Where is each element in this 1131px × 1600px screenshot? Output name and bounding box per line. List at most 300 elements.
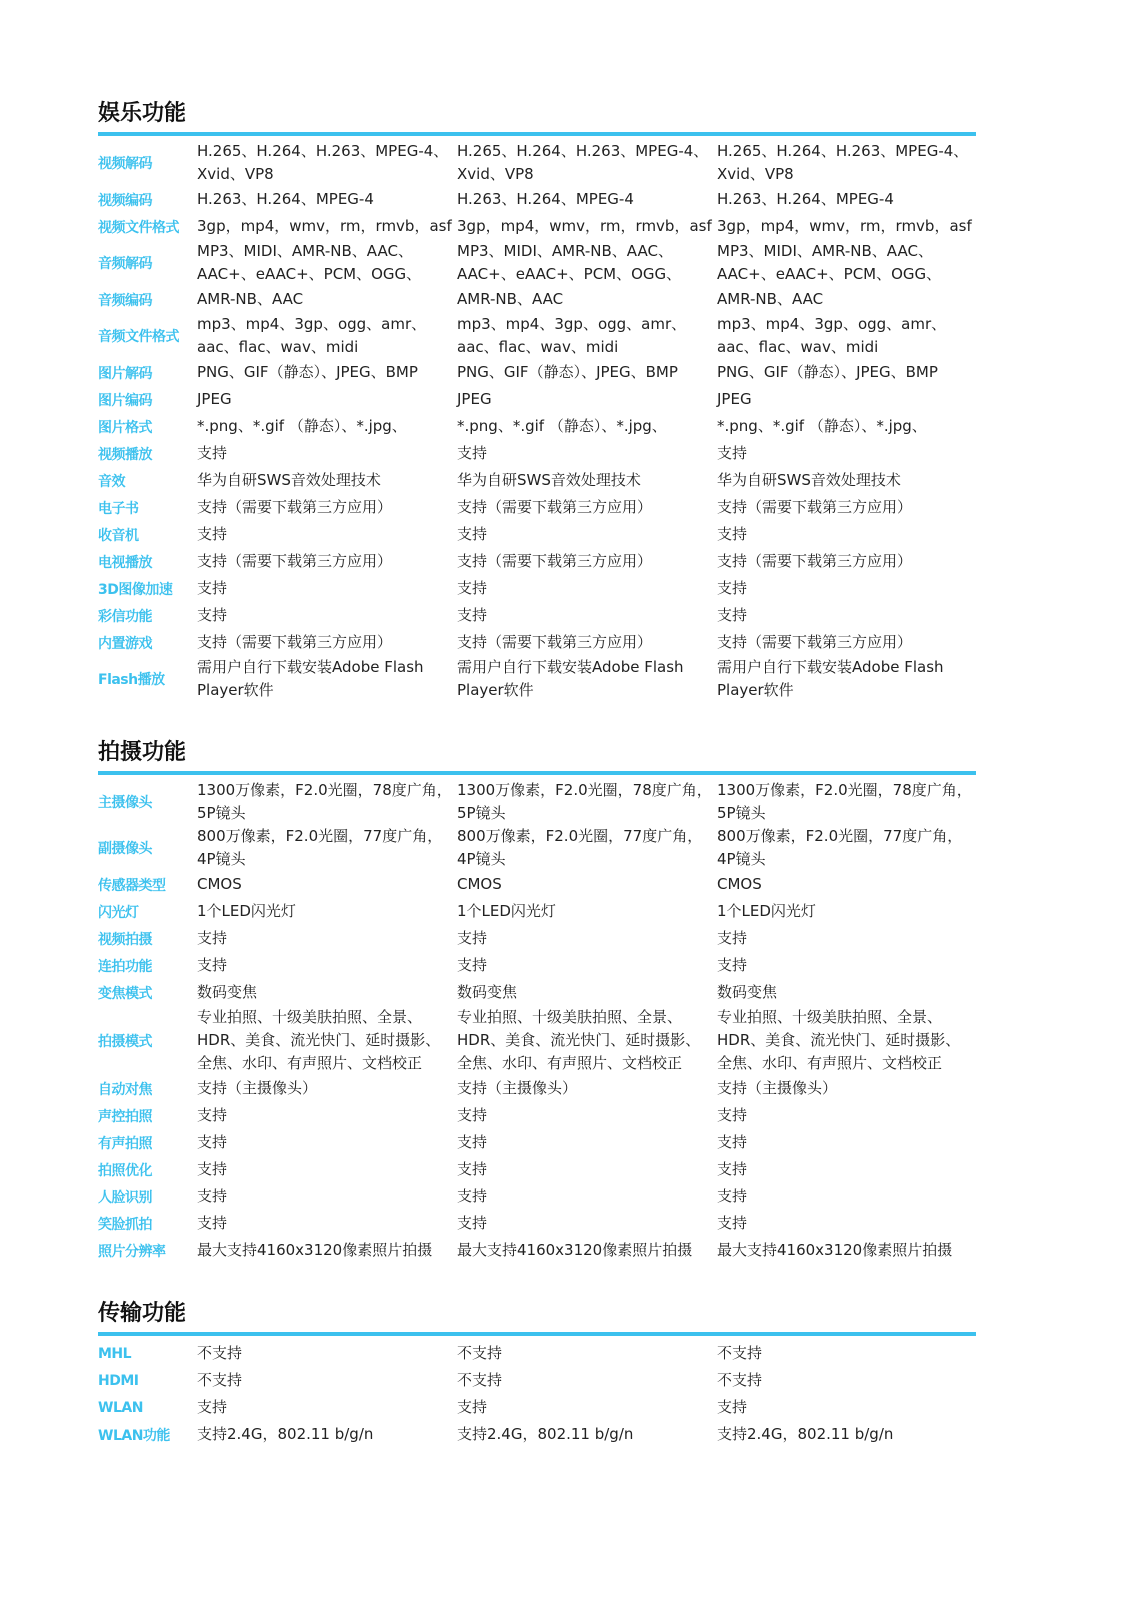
- spec-label: 图片解码: [98, 365, 152, 382]
- spec-value-model-2: [457, 415, 717, 438]
- spec-label: 音频解码: [98, 256, 152, 272]
- spec-value-model-3: [717, 1185, 972, 1208]
- spec-value-model-2: [457, 188, 717, 211]
- spec-label: 照片分辨率: [98, 1243, 166, 1260]
- spec-rows: [98, 779, 976, 1264]
- spec-value-line: 支持: [197, 444, 228, 462]
- spec-value-model-3: [717, 496, 972, 519]
- spec-value-line: 不支持: [717, 1371, 763, 1389]
- spec-row: [98, 1394, 976, 1421]
- spec-value-line: 支持: [717, 525, 748, 543]
- spec-value-model-3: [717, 215, 972, 238]
- spec-value-model-1: [197, 415, 457, 438]
- spec-row: [98, 548, 976, 575]
- spec-value-model-3: [717, 1104, 972, 1127]
- spec-value-model-2: [457, 1342, 717, 1365]
- section-entertainment: [98, 100, 976, 702]
- spec-row: [98, 1210, 976, 1237]
- spec-value-model-3: [717, 240, 972, 286]
- spec-value-line: Player软件: [457, 681, 534, 699]
- spec-value-line: 全焦、水印、有声照片、文档校正: [457, 1054, 683, 1072]
- spec-value-line: 4P镜头: [457, 850, 506, 868]
- spec-row: [98, 494, 976, 521]
- spec-label: WLAN功能: [98, 1427, 170, 1444]
- spec-value-model-2: [457, 631, 717, 654]
- spec-value-line: mp3、mp4、3gp、ogg、amr、: [717, 315, 947, 333]
- spec-value-line: 支持: [457, 1133, 488, 1151]
- spec-value-model-1: [197, 656, 457, 702]
- spec-value-model-1: [197, 1239, 457, 1262]
- spec-value-model-3: [717, 1342, 972, 1365]
- spec-value-model-1: [197, 442, 457, 465]
- spec-value-model-1: [197, 927, 457, 950]
- spec-value-line: 支持: [717, 606, 748, 624]
- spec-value-line: 全焦、水印、有声照片、文档校正: [197, 1054, 423, 1072]
- spec-value-model-2: [457, 825, 717, 871]
- spec-value-model-2: [457, 1006, 717, 1075]
- spec-value-line: 800万像素，F2.0光圈，77度广角，: [717, 827, 963, 845]
- spec-value-model-1: [197, 1369, 457, 1392]
- spec-value-line: 支持2.4G，802.11 b/g/n: [457, 1425, 634, 1443]
- spec-value-line: 支持: [457, 1187, 488, 1205]
- spec-value-model-1: [197, 779, 457, 825]
- spec-label: 主摄像头: [98, 795, 152, 811]
- spec-value-line: 5P镜头: [457, 804, 506, 822]
- spec-value-model-3: [717, 442, 972, 465]
- spec-value-line: 支持: [457, 444, 488, 462]
- spec-value-line: *.png、*.gif （静态）、*.jpg、: [197, 417, 407, 435]
- section-camera: [98, 739, 976, 1264]
- spec-value-model-3: [717, 313, 972, 359]
- spec-value-line: Player软件: [197, 681, 274, 699]
- spec-label: 拍摄模式: [98, 1033, 152, 1050]
- spec-value-model-1: [197, 1077, 457, 1100]
- spec-label: 拍照优化: [98, 1162, 152, 1179]
- spec-label: 视频解码: [98, 156, 152, 172]
- spec-value-model-1: [197, 1104, 457, 1127]
- spec-value-line: 支持: [457, 1398, 488, 1416]
- spec-value-line: MP3、MIDI、AMR-NB、AAC、: [457, 242, 673, 260]
- spec-value-line: 4P镜头: [717, 850, 766, 868]
- spec-label: 图片编码: [98, 392, 152, 409]
- spec-row: [98, 871, 976, 898]
- spec-value-line: 支持: [197, 606, 228, 624]
- spec-label: 视频编码: [98, 192, 152, 209]
- spec-label: 电子书: [98, 500, 139, 517]
- spec-value-line: 支持2.4G，802.11 b/g/n: [197, 1425, 374, 1443]
- spec-row: [98, 521, 976, 548]
- spec-value-line: 支持（主摄像头）: [717, 1079, 838, 1097]
- spec-value-model-3: [717, 523, 972, 546]
- spec-value-line: 支持（需要下载第三方应用）: [717, 552, 913, 570]
- spec-value-line: HDR、美食、流光快门、延时摄影、: [457, 1031, 701, 1049]
- spec-value-model-3: [717, 1396, 972, 1419]
- spec-value-line: 支持: [457, 525, 488, 543]
- spec-value-line: 支持: [457, 1160, 488, 1178]
- spec-value-line: Xvid、VP8: [197, 165, 274, 183]
- spec-value-line: 不支持: [457, 1371, 503, 1389]
- spec-value-model-3: [717, 927, 972, 950]
- spec-value-line: H.265、H.264、H.263、MPEG-4、: [457, 142, 709, 160]
- spec-value-model-3: [717, 981, 972, 1004]
- spec-value-model-2: [457, 140, 717, 186]
- spec-row: [98, 575, 976, 602]
- spec-label: Flash播放: [98, 672, 165, 688]
- spec-label: MHL: [98, 1345, 132, 1362]
- spec-value-line: 支持（主摄像头）: [457, 1079, 578, 1097]
- spec-row: [98, 140, 976, 186]
- spec-label: 变焦模式: [98, 985, 152, 1002]
- section-title: 娱乐功能: [98, 100, 976, 136]
- spec-value-model-1: [197, 1006, 457, 1075]
- spec-value-model-3: [717, 873, 972, 896]
- spec-row: [98, 1129, 976, 1156]
- section-title: 拍摄功能: [98, 739, 976, 775]
- spec-value-line: JPEG: [197, 390, 232, 408]
- spec-value-model-3: [717, 1423, 972, 1446]
- spec-label: 自动对焦: [98, 1081, 152, 1098]
- spec-value-line: 华为自研SWS音效处理技术: [717, 471, 901, 489]
- spec-value-line: H.263、H.264、MPEG-4: [197, 190, 374, 208]
- spec-value-line: H.263、H.264、MPEG-4: [457, 190, 634, 208]
- spec-value-line: MP3、MIDI、AMR-NB、AAC、: [717, 242, 933, 260]
- spec-row: [98, 1075, 976, 1102]
- spec-value-line: 专业拍照、十级美肤拍照、全景、: [457, 1008, 683, 1026]
- spec-value-line: 1个LED闪光灯: [197, 902, 296, 920]
- spec-value-line: 支持: [717, 1133, 748, 1151]
- spec-value-line: 1300万像素，F2.0光圈，78度广角，: [197, 781, 452, 799]
- spec-value-line: AMR-NB、AAC: [197, 290, 304, 308]
- spec-value-model-1: [197, 900, 457, 923]
- spec-value-line: 华为自研SWS音效处理技术: [457, 471, 641, 489]
- spec-value-line: 1个LED闪光灯: [717, 902, 816, 920]
- spec-row: [98, 656, 976, 702]
- spec-value-model-1: [197, 288, 457, 311]
- spec-value-line: 5P镜头: [717, 804, 766, 822]
- spec-value-line: 专业拍照、十级美肤拍照、全景、: [717, 1008, 943, 1026]
- spec-label: 内置游戏: [98, 635, 152, 652]
- spec-value-line: 最大支持4160x3120像素照片拍摄: [717, 1241, 953, 1259]
- spec-value-model-3: [717, 656, 972, 702]
- spec-label: 笑脸抓拍: [98, 1216, 152, 1233]
- spec-value-model-1: [197, 523, 457, 546]
- spec-value-model-2: [457, 1239, 717, 1262]
- spec-value-line: 支持: [717, 444, 748, 462]
- spec-label: 音频文件格式: [98, 329, 179, 345]
- spec-value-line: PNG、GIF（静态）、JPEG、BMP: [717, 363, 938, 381]
- spec-label: 连拍功能: [98, 958, 152, 975]
- spec-value-line: 最大支持4160x3120像素照片拍摄: [197, 1241, 433, 1259]
- spec-value-line: HDR、美食、流光快门、延时摄影、: [197, 1031, 441, 1049]
- spec-label: 收音机: [98, 527, 139, 544]
- spec-value-line: AMR-NB、AAC: [457, 290, 564, 308]
- spec-row: [98, 1367, 976, 1394]
- spec-value-model-1: [197, 981, 457, 1004]
- spec-value-model-3: [717, 1158, 972, 1181]
- spec-value-line: AAC+、eAAC+、PCM、OGG、: [457, 265, 682, 283]
- spec-row: [98, 313, 976, 359]
- spec-label: 传感器类型: [98, 877, 166, 894]
- spec-row: [98, 629, 976, 656]
- spec-value-line: 支持: [457, 956, 488, 974]
- spec-value-model-1: [197, 240, 457, 286]
- spec-label: 图片格式: [98, 419, 152, 436]
- spec-label: 闪光灯: [98, 904, 139, 921]
- spec-value-model-1: [197, 631, 457, 654]
- spec-value-model-1: [197, 361, 457, 384]
- spec-label: 3D图像加速: [98, 581, 173, 598]
- spec-value-line: 支持（需要下载第三方应用）: [457, 633, 653, 651]
- spec-value-line: 不支持: [197, 1344, 243, 1362]
- spec-label: 视频拍摄: [98, 931, 152, 948]
- spec-label: 音效: [98, 473, 125, 490]
- spec-value-line: 支持: [197, 579, 228, 597]
- spec-value-model-2: [457, 523, 717, 546]
- spec-value-line: 支持（需要下载第三方应用）: [457, 552, 653, 570]
- spec-value-model-2: [457, 496, 717, 519]
- spec-value-model-1: [197, 388, 457, 411]
- spec-value-model-3: [717, 1006, 972, 1075]
- spec-label: 彩信功能: [98, 608, 152, 625]
- spec-value-line: 支持（需要下载第三方应用）: [197, 633, 393, 651]
- spec-value-model-1: [197, 1158, 457, 1181]
- spec-value-model-2: [457, 981, 717, 1004]
- spec-value-line: CMOS: [197, 875, 242, 893]
- spec-row: [98, 1006, 976, 1075]
- spec-value-line: 支持: [197, 1187, 228, 1205]
- spec-value-line: 1个LED闪光灯: [457, 902, 556, 920]
- spec-value-model-2: [457, 656, 717, 702]
- spec-value-line: 800万像素，F2.0光圈，77度广角，: [457, 827, 703, 845]
- spec-value-line: aac、flac、wav、midi: [717, 338, 879, 356]
- spec-value-model-1: [197, 577, 457, 600]
- spec-value-model-1: [197, 140, 457, 186]
- spec-value-model-3: [717, 825, 972, 871]
- spec-value-line: 支持: [197, 1160, 228, 1178]
- spec-value-model-2: [457, 288, 717, 311]
- spec-row: [98, 186, 976, 213]
- spec-value-model-1: [197, 188, 457, 211]
- spec-row: [98, 386, 976, 413]
- spec-value-model-3: [717, 1369, 972, 1392]
- spec-row: [98, 1156, 976, 1183]
- spec-value-model-2: [457, 215, 717, 238]
- spec-value-line: mp3、mp4、3gp、ogg、amr、: [197, 315, 427, 333]
- spec-value-line: Xvid、VP8: [717, 165, 794, 183]
- spec-value-line: 支持: [197, 1214, 228, 1232]
- spec-value-model-1: [197, 1423, 457, 1446]
- spec-value-line: 3gp，mp4，wmv，rm，rmvb，asf: [717, 217, 972, 235]
- spec-value-line: PNG、GIF（静态）、JPEG、BMP: [197, 363, 418, 381]
- spec-value-line: 需用户自行下载安装Adobe Flash: [457, 658, 684, 676]
- spec-value-line: 支持: [717, 1214, 748, 1232]
- spec-value-line: 数码变焦: [197, 983, 258, 1001]
- spec-value-line: 不支持: [197, 1371, 243, 1389]
- spec-value-line: 支持: [457, 1214, 488, 1232]
- spec-value-model-2: [457, 873, 717, 896]
- spec-value-line: HDR、美食、流光快门、延时摄影、: [717, 1031, 961, 1049]
- spec-value-model-3: [717, 361, 972, 384]
- spec-value-model-2: [457, 1423, 717, 1446]
- spec-value-model-1: [197, 604, 457, 627]
- spec-value-line: H.265、H.264、H.263、MPEG-4、: [717, 142, 969, 160]
- spec-value-line: 需用户自行下载安装Adobe Flash: [717, 658, 944, 676]
- spec-value-line: 支持: [717, 579, 748, 597]
- spec-row: [98, 1183, 976, 1210]
- spec-value-line: PNG、GIF（静态）、JPEG、BMP: [457, 363, 678, 381]
- spec-value-line: 不支持: [457, 1344, 503, 1362]
- spec-row: [98, 779, 976, 825]
- spec-value-line: AAC+、eAAC+、PCM、OGG、: [717, 265, 942, 283]
- spec-value-model-2: [457, 469, 717, 492]
- spec-value-model-2: [457, 954, 717, 977]
- spec-value-line: CMOS: [717, 875, 762, 893]
- spec-value-line: 需用户自行下载安装Adobe Flash: [197, 658, 424, 676]
- spec-value-line: JPEG: [457, 390, 492, 408]
- spec-value-line: 全焦、水印、有声照片、文档校正: [717, 1054, 943, 1072]
- spec-value-line: 支持: [457, 1106, 488, 1124]
- spec-value-line: 支持（需要下载第三方应用）: [717, 633, 913, 651]
- spec-value-model-3: [717, 388, 972, 411]
- spec-label: HDMI: [98, 1372, 139, 1389]
- spec-value-line: 支持（需要下载第三方应用）: [717, 498, 913, 516]
- spec-value-line: Player软件: [717, 681, 794, 699]
- spec-value-line: 支持: [717, 1398, 748, 1416]
- spec-value-line: aac、flac、wav、midi: [197, 338, 359, 356]
- spec-value-line: 数码变焦: [457, 983, 518, 1001]
- spec-value-line: 支持（主摄像头）: [197, 1079, 318, 1097]
- spec-row: [98, 413, 976, 440]
- spec-label: 视频文件格式: [98, 219, 179, 236]
- spec-value-model-2: [457, 240, 717, 286]
- spec-value-line: 支持: [717, 1160, 748, 1178]
- spec-label: 音频编码: [98, 292, 152, 309]
- spec-label: 电视播放: [98, 554, 152, 571]
- spec-value-line: 数码变焦: [717, 983, 778, 1001]
- spec-label: 声控拍照: [98, 1108, 152, 1125]
- spec-value-model-3: [717, 604, 972, 627]
- spec-value-model-3: [717, 900, 972, 923]
- spec-value-line: 支持: [197, 929, 228, 947]
- spec-value-model-2: [457, 1212, 717, 1235]
- spec-value-line: 5P镜头: [197, 804, 246, 822]
- spec-value-model-2: [457, 1104, 717, 1127]
- spec-value-line: AMR-NB、AAC: [717, 290, 824, 308]
- spec-value-line: 支持2.4G，802.11 b/g/n: [717, 1425, 894, 1443]
- spec-value-model-2: [457, 442, 717, 465]
- spec-value-model-2: [457, 604, 717, 627]
- spec-value-model-2: [457, 1077, 717, 1100]
- spec-value-line: Xvid、VP8: [457, 165, 534, 183]
- spec-row: [98, 898, 976, 925]
- spec-value-model-1: [197, 954, 457, 977]
- spec-row: [98, 825, 976, 871]
- spec-row: [98, 925, 976, 952]
- spec-value-model-3: [717, 140, 972, 186]
- spec-value-line: aac、flac、wav、midi: [457, 338, 619, 356]
- spec-value-model-3: [717, 550, 972, 573]
- spec-value-line: mp3、mp4、3gp、ogg、amr、: [457, 315, 687, 333]
- spec-value-line: 最大支持4160x3120像素照片拍摄: [457, 1241, 693, 1259]
- spec-value-model-1: [197, 1396, 457, 1419]
- spec-value-line: 不支持: [717, 1344, 763, 1362]
- spec-row: [98, 979, 976, 1006]
- spec-value-line: 支持: [457, 579, 488, 597]
- spec-value-model-2: [457, 1369, 717, 1392]
- spec-value-line: 3gp，mp4，wmv，rm，rmvb，asf: [457, 217, 712, 235]
- spec-value-model-2: [457, 577, 717, 600]
- spec-value-line: 支持（需要下载第三方应用）: [197, 498, 393, 516]
- spec-row: [98, 1102, 976, 1129]
- spec-value-line: *.png、*.gif （静态）、*.jpg、: [717, 417, 927, 435]
- spec-value-line: 支持: [457, 606, 488, 624]
- spec-value-model-1: [197, 496, 457, 519]
- spec-value-line: 4P镜头: [197, 850, 246, 868]
- spec-value-model-2: [457, 313, 717, 359]
- spec-value-model-2: [457, 927, 717, 950]
- spec-label: WLAN: [98, 1399, 143, 1416]
- spec-value-model-3: [717, 779, 972, 825]
- spec-value-model-1: [197, 1342, 457, 1365]
- spec-value-model-2: [457, 361, 717, 384]
- spec-value-model-3: [717, 631, 972, 654]
- spec-value-line: CMOS: [457, 875, 502, 893]
- spec-label: 副摄像头: [98, 841, 152, 857]
- spec-row: [98, 952, 976, 979]
- spec-value-model-2: [457, 1131, 717, 1154]
- spec-value-line: 支持: [717, 1106, 748, 1124]
- spec-rows: [98, 140, 976, 702]
- spec-row: [98, 1421, 976, 1448]
- spec-row: [98, 467, 976, 494]
- spec-label: 视频播放: [98, 446, 152, 463]
- spec-value-model-2: [457, 779, 717, 825]
- section-transfer: [98, 1300, 976, 1448]
- spec-value-line: 支持: [197, 1106, 228, 1124]
- spec-value-model-3: [717, 1212, 972, 1235]
- spec-row: [98, 240, 976, 286]
- spec-value-line: 支持（需要下载第三方应用）: [197, 552, 393, 570]
- spec-value-model-3: [717, 469, 972, 492]
- spec-value-line: H.265、H.264、H.263、MPEG-4、: [197, 142, 449, 160]
- spec-row: [98, 359, 976, 386]
- spec-row: [98, 1340, 976, 1367]
- spec-row: [98, 602, 976, 629]
- spec-value-model-3: [717, 288, 972, 311]
- spec-value-line: 1300万像素，F2.0光圈，78度广角，: [717, 781, 972, 799]
- spec-value-model-1: [197, 873, 457, 896]
- spec-value-model-3: [717, 1131, 972, 1154]
- spec-value-line: JPEG: [717, 390, 752, 408]
- spec-value-line: 专业拍照、十级美肤拍照、全景、: [197, 1008, 423, 1026]
- spec-value-model-2: [457, 1185, 717, 1208]
- spec-row: [98, 440, 976, 467]
- spec-value-model-1: [197, 469, 457, 492]
- spec-value-model-1: [197, 550, 457, 573]
- spec-value-model-1: [197, 825, 457, 871]
- spec-value-line: 支持: [457, 929, 488, 947]
- spec-value-model-1: [197, 1212, 457, 1235]
- spec-value-line: 支持（需要下载第三方应用）: [457, 498, 653, 516]
- spec-value-model-2: [457, 900, 717, 923]
- spec-value-line: 支持: [197, 956, 228, 974]
- spec-value-line: 支持: [717, 956, 748, 974]
- spec-value-model-2: [457, 388, 717, 411]
- spec-value-line: MP3、MIDI、AMR-NB、AAC、: [197, 242, 413, 260]
- spec-value-line: 1300万像素，F2.0光圈，78度广角，: [457, 781, 712, 799]
- spec-value-line: 支持: [717, 1187, 748, 1205]
- spec-value-model-1: [197, 1185, 457, 1208]
